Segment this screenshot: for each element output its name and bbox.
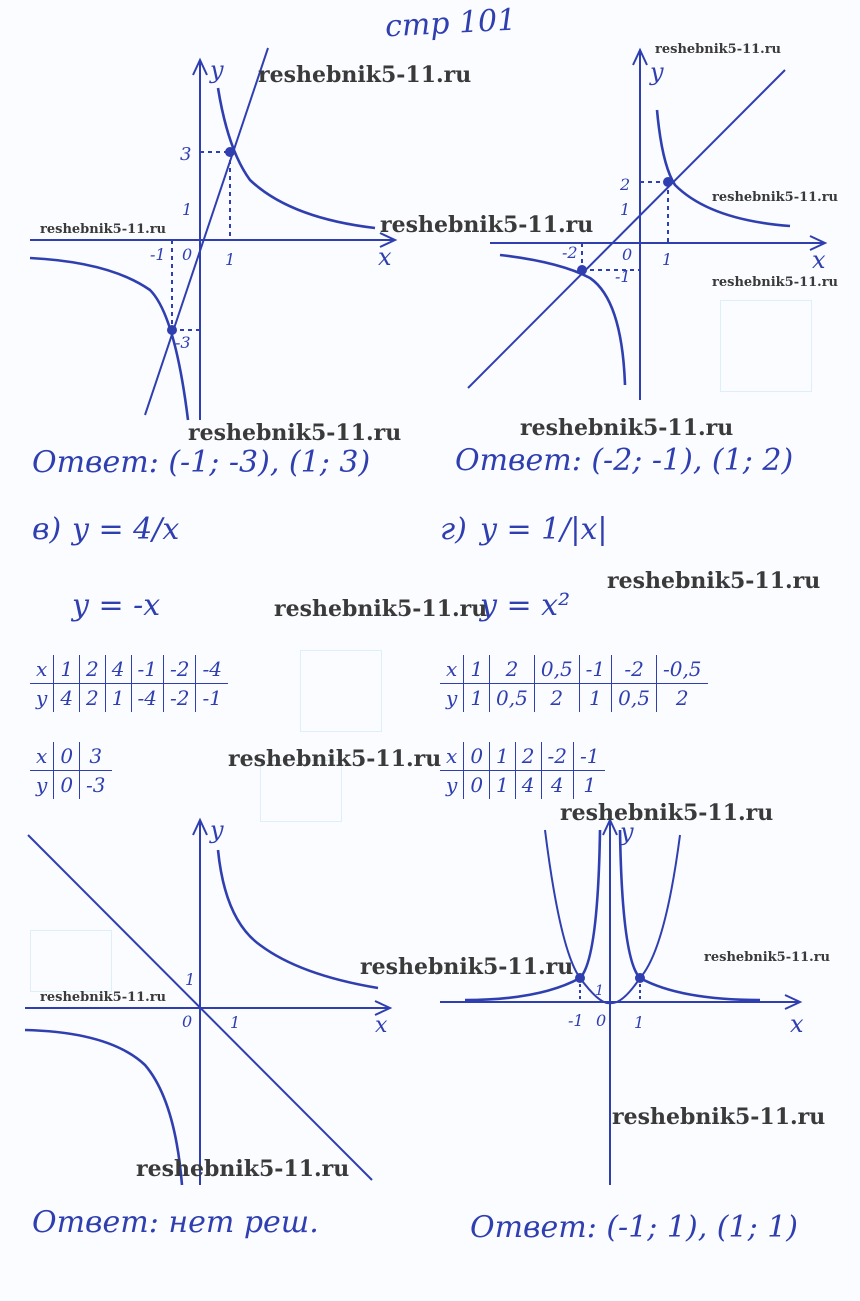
graph-d-tick: 0 bbox=[596, 1011, 607, 1030]
table-cell: 0 bbox=[464, 742, 490, 771]
table-cell: -2 bbox=[164, 655, 196, 684]
table-cell: 1 bbox=[490, 771, 516, 800]
system-d-eq2: y = x² bbox=[480, 588, 571, 623]
watermark: reshebnik5-11.ru bbox=[274, 596, 488, 622]
watermark: reshebnik5-11.ru bbox=[188, 420, 402, 446]
watermark: reshebnik5-11.ru bbox=[380, 212, 594, 238]
graph-d-tick: 1 bbox=[595, 983, 604, 999]
graph-a-tick: -3 bbox=[175, 333, 191, 352]
graph-d-x-label: x bbox=[790, 1010, 804, 1038]
graph-a-tick: 1 bbox=[182, 200, 193, 219]
table-cell: 2 bbox=[80, 655, 106, 684]
table-cell: -1 bbox=[574, 742, 606, 771]
graph-d-tick: -1 bbox=[568, 1011, 584, 1030]
answer-d: Ответ: (-1; 1), (1; 1) bbox=[470, 1210, 799, 1245]
table-cell: -4 bbox=[131, 684, 163, 713]
table-cell: 4 bbox=[515, 771, 541, 800]
table-cell: -1 bbox=[579, 655, 611, 684]
table-cell: -2 bbox=[612, 655, 657, 684]
graph-a-y-label: y bbox=[210, 56, 224, 84]
graph-d-y-label: y bbox=[620, 818, 634, 846]
graph-a-x-label: x bbox=[378, 243, 392, 271]
table-cell: 1 bbox=[464, 684, 490, 713]
watermark: reshebnik5-11.ru bbox=[228, 746, 442, 772]
table-cell: -2 bbox=[164, 684, 196, 713]
watermark: reshebnik5-11.ru bbox=[258, 62, 472, 88]
watermark: reshebnik5-11.ru bbox=[655, 42, 782, 57]
graph-c-x-label: x bbox=[375, 1013, 388, 1038]
table-cell: 0,5 bbox=[534, 655, 579, 684]
graph-a-tick: -1 bbox=[150, 245, 166, 264]
table-cell: -3 bbox=[86, 773, 106, 797]
watermark: reshebnik5-11.ru bbox=[40, 990, 167, 1005]
watermark: reshebnik5-11.ru bbox=[520, 415, 734, 441]
answer-c: Ответ: нет реш. bbox=[32, 1205, 319, 1240]
graph-c-y-label: y bbox=[210, 816, 224, 844]
table-cell: 2 bbox=[80, 684, 106, 713]
table-cell: 2 bbox=[490, 655, 535, 684]
table-cell: x bbox=[440, 655, 464, 684]
system-c-eq1: y = 4/x bbox=[72, 512, 180, 547]
system-d-eq1: y = 1/|x| bbox=[480, 512, 608, 547]
watermark: reshebnik5-11.ru bbox=[360, 954, 574, 980]
graph-b-x-label: x bbox=[812, 246, 826, 274]
table-cell: 4 bbox=[54, 684, 80, 713]
page-title: стр 101 bbox=[384, 2, 518, 45]
graph-a-tick: 0 bbox=[182, 245, 193, 264]
table-cell: 0 bbox=[464, 771, 490, 800]
system-d-label: г) bbox=[440, 512, 467, 547]
table-cell: -1 bbox=[131, 655, 163, 684]
watermark: reshebnik5-11.ru bbox=[607, 568, 821, 594]
graph-d-tick: 1 bbox=[634, 1013, 645, 1032]
graph-d-intersection-point bbox=[635, 973, 645, 983]
graph-a-tick: 3 bbox=[180, 144, 192, 165]
graph-b-tick: -2 bbox=[562, 243, 578, 262]
table-cell: 4 bbox=[105, 655, 131, 684]
system-c-label: в) bbox=[32, 512, 62, 547]
table-cell: x bbox=[440, 742, 464, 771]
table-cell: 1 bbox=[579, 684, 611, 713]
answer-a: Ответ: (-1; -3), (1; 3) bbox=[32, 445, 371, 480]
graph-a-tick: 1 bbox=[225, 250, 236, 269]
graph-b-tick: -1 bbox=[615, 267, 631, 286]
table-cell: -1 bbox=[202, 686, 222, 710]
graph-b-tick: 1 bbox=[662, 250, 673, 269]
table-cell: 3 bbox=[80, 742, 112, 771]
table-cell: -4 bbox=[196, 655, 228, 684]
table-cell: 0,5 bbox=[612, 684, 657, 713]
table-cell: 1 bbox=[490, 742, 516, 771]
graph-b-tick: 2 bbox=[620, 175, 631, 194]
table-cell: x bbox=[30, 655, 54, 684]
table-cell: 4 bbox=[541, 771, 573, 800]
table-cell: 1 bbox=[105, 684, 131, 713]
watermark: reshebnik5-11.ru bbox=[136, 1156, 350, 1182]
graph-b-tick: 1 bbox=[620, 200, 631, 219]
graph-c-tick: 1 bbox=[185, 970, 196, 989]
table-cell: -2 bbox=[541, 742, 573, 771]
watermark: reshebnik5-11.ru bbox=[560, 800, 774, 826]
table-cell: y bbox=[440, 684, 464, 713]
table-cell: 2 bbox=[515, 742, 541, 771]
watermark: reshebnik5-11.ru bbox=[712, 190, 839, 205]
answer-b: Ответ: (-2; -1), (1; 2) bbox=[455, 443, 794, 478]
watermark: reshebnik5-11.ru bbox=[704, 950, 831, 965]
table-cell: y bbox=[30, 771, 54, 800]
table-cell: 1 bbox=[464, 655, 490, 684]
table-cell: y bbox=[440, 771, 464, 800]
table-cell: 2 bbox=[534, 684, 579, 713]
watermark: reshebnik5-11.ru bbox=[712, 275, 839, 290]
table-cell: y bbox=[30, 684, 54, 713]
table-cell: 1 bbox=[54, 655, 80, 684]
graph-d-intersection-point bbox=[575, 973, 585, 983]
graph-c-tick: 0 bbox=[182, 1012, 193, 1031]
table-cell: -0,5 bbox=[656, 655, 707, 684]
graph-b-tick: 0 bbox=[622, 245, 633, 264]
graph-b-y-label: y bbox=[650, 58, 664, 86]
table-cell: x bbox=[30, 742, 54, 771]
watermark: reshebnik5-11.ru bbox=[612, 1104, 826, 1130]
system-c-eq2: y = -x bbox=[72, 588, 161, 623]
table-cell: 0 bbox=[54, 771, 80, 800]
table-cell: 1 bbox=[583, 773, 597, 797]
table-cell: 0 bbox=[54, 742, 80, 771]
graph-c-tick: 1 bbox=[230, 1013, 241, 1032]
watermark: reshebnik5-11.ru bbox=[40, 222, 167, 237]
table-cell: 0,5 bbox=[490, 684, 535, 713]
table-cell: 2 bbox=[675, 686, 689, 710]
